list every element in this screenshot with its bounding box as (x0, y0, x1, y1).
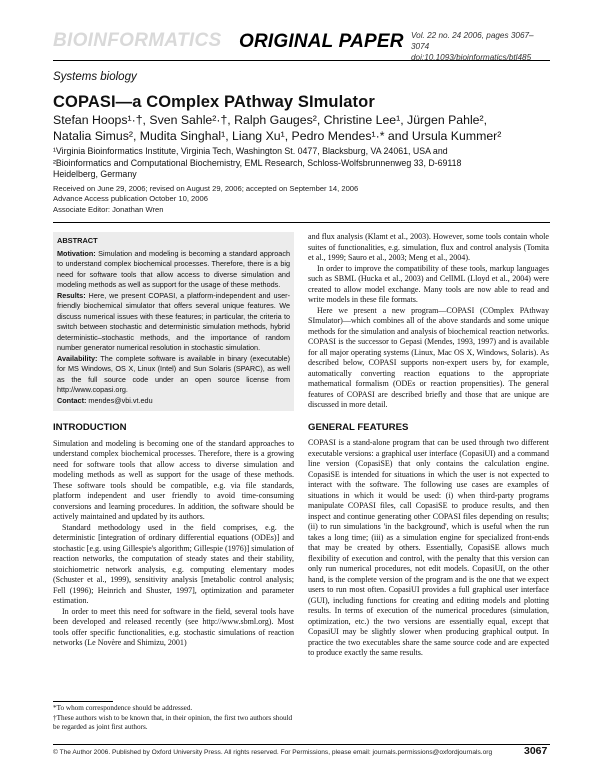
citation-info (411, 30, 550, 63)
author-line: Stefan Hoops¹·†, Sven Sahle²·†, Ralph Gauges², Christine Lee¹, Jürgen Pahle², (53, 113, 488, 127)
author-line: Natalia Simus², Mudita Singhal¹, Liang Xu¹, Pedro Mendes¹·* and Ursula Kummer² (53, 128, 502, 143)
publication-dates (53, 184, 550, 215)
received-date: Received on June 29, 2006; revised on August 29, 2006; accepted on September 14, 2006 (53, 184, 359, 193)
advance-access: Advance Access publication October 10, 2006 (53, 194, 208, 204)
body-paragraph: COPASI is a stand-alone program that can be used through two different executable versions: a graphical user interface (CopasiUI) and a command line version (CopasiSE) that only contains the calculation engine. CopasiSE is intended for situations in which the user is not expected to interact with the software. The following use cases are examples of situations in which it would be used: (i) when third-party programs manipulate COPASI files, call CopasiSE to produce results, and then inspect and continue generating other COPASI files depending on results; (ii) to run simulations 'in the background', which is useful when the run takes a long time; (iii) as a simulation engine for specialized front-ends that may be created by others. Essentially, CopasiSE allows much flexibility of execution and control, with the penalty that this version can only run numerical procedures, not edit models. CopasiUI, on the other hand, is the complete version of the program and is the one that we expect users to run most often. CopasiUI provides a full graphical user interface (GUI), including functions for creating and editing models and plotting results. In terms of execution of the numerical procedures (simulation, optimization, etc.) the two versions are essentially equal, except that CopasiUI may be slightly slower when producing graphical output. In practice the two executables share the same source code and are expected to produce exactly the same results. (308, 438, 549, 657)
header-rule (53, 60, 550, 61)
abstract-contact: Contact: mendes@vbi.vt.edu (57, 395, 153, 405)
associate-editor: Associate Editor: Jonathan Wren (53, 204, 164, 214)
footnotes (53, 701, 294, 733)
body-paragraph: Here we present a new program—COPASI (COmplex PAthway SImulator)—which combines all of the above standards and some unique methods for the simulation and analysis of biochemical reaction networks. COPASI is the successor to Gepasi (Mendes, 1993, 1997) and is available for all major operating systems (Linux, Mac OS X, Windows, Solaris). As described below, COPASI supports non-expert users by, for example, automatically converting reaction equations to the appropriate mathematical formalism (ODEs or reaction propensities). The general features of COPASI are described briefly and those that are unique are discussed in more detail. (308, 305, 549, 409)
left-column (53, 232, 294, 649)
citation-volume: Vol. 22 no. 24 2006, pages 3067–3074 (411, 31, 534, 51)
journal-header (53, 28, 550, 62)
body-paragraph: In order to improve the compatibility of these tools, markup languages such as SBML (Hucka et al., 2003) and CellML (Lloyd et al., 2004) were created to allow model exchange. Many tools are now able to read and write models in these file formats. (308, 263, 549, 304)
affiliation-line: Heidelberg, Germany (53, 169, 137, 180)
abstract-heading: ABSTRACT (57, 236, 98, 245)
abstract-availability: Availability: The complete software is available in binary (executable) for MS Windows, OS X, Linux (Intel) and Sun Solaris (SPARC), as well as the full source code under an open source license from http://www.copasi.org. (57, 353, 290, 394)
section-tag: Systems biology (53, 71, 137, 83)
abstract-motivation: Motivation: Simulation and modeling is becoming a standard approach to understand complex biochemical processes. Therefore, there is a big need for software tools that allow access to diverse simulation and modeling methods as well as support for the usage of these methods. (57, 248, 290, 289)
body-paragraph: Standard methodology used in the field comprises, e.g. the deterministic [integration of ordinary differential equations (ODEs)] and stochastic [e.g. using Gillespie's algorithm; Gillespie (1976)] simulation of reaction networks, the computation of steady states and their stability, stoichiometric network analysis, e.g. computing elementary modes (Schuster et al., 1999), sensitivity analysis [metabolic control analysis; Fell (1996); Heinrich and Shuster, 1997], optimization and parameter estimation. (53, 522, 294, 605)
section-rule (53, 222, 550, 223)
body-paragraph: In order to meet this need for software in the field, several tools have been developed and released recently (see http://www.sbml.org). Most tools offer specific functionalities, e.g. stochastic simulations of reaction networks (Le Novère and Shimizu, 2001) (53, 606, 294, 647)
section-heading-general-features: GENERAL FEATURES (308, 421, 409, 433)
abstract-box (53, 232, 294, 411)
footnote-rule (53, 701, 113, 702)
contact-email[interactable]: mendes@vbi.vt.edu (88, 395, 153, 405)
journal-name: BIOINFORMATICS (53, 30, 222, 51)
paper-type: ORIGINAL PAPER (239, 31, 404, 52)
abstract-results: Results: Here, we present COPASI, a platform-independent and user-friendly biochemical simulator that offers several unique features. We discuss numerical issues with these features; in particular, the criteria to switch between stochastic and deterministic simulation methods, hybrid deterministic–stochastic methods, and the importance of random number generator numerical resolution in stochastic simulation. (57, 290, 290, 352)
body-paragraph: Simulation and modeling is becoming one of the standard approaches to understand complex biochemical processes. Therefore, there is a growing need for software tools that allow access to diverse simulation and modeling methods as well as support for the usage of these methods. These software tools should be compatible, e.g. via file standards, platform independent and user friendly to avoid time-consuming conversions and learning procedures. In addition, the software should be actively maintained and updated by its authors. (53, 438, 294, 521)
citation-doi: doi:10.1093/bioinformatics/btl485 (411, 53, 532, 62)
footnote: †These authors wish to be known that, in their opinion, the first two authors should be regarded as joint first authors. (53, 713, 293, 732)
body-paragraph: and flux analysis (Klamt et al., 2003). However, some tools contain whole suites of functionalities, e.g. simulation, flux and control analysis (Tomita et al., 1999; Sauro et al., 2003; Meng et al., 2004). (308, 232, 549, 262)
paper-title: COPASI—a COmplex PAthway SImulator (53, 93, 375, 111)
page-number: 3067 (524, 745, 548, 757)
affiliation-line: ²Bioinformatics and Computational Biochemistry, EML Research, Schloss-Wolfsbrunnenweg 33, D-69118 (53, 157, 462, 168)
right-column (308, 232, 549, 659)
affiliations (53, 146, 550, 181)
affiliation-line: ¹Virginia Bioinformatics Institute, Virginia Tech, Washington St. 0477, Blacksburg, VA 24061, USA and (53, 146, 448, 156)
footnote: *To whom correspondence should be addressed. (53, 704, 193, 712)
copyright-footer: © The Author 2006. Published by Oxford University Press. All rights reserved. For Permissions, please email: journals.permissions@oxfordjournals.org (53, 749, 493, 756)
author-list (53, 113, 550, 144)
footer-rule (53, 744, 550, 745)
section-heading-introduction: INTRODUCTION (53, 422, 127, 433)
